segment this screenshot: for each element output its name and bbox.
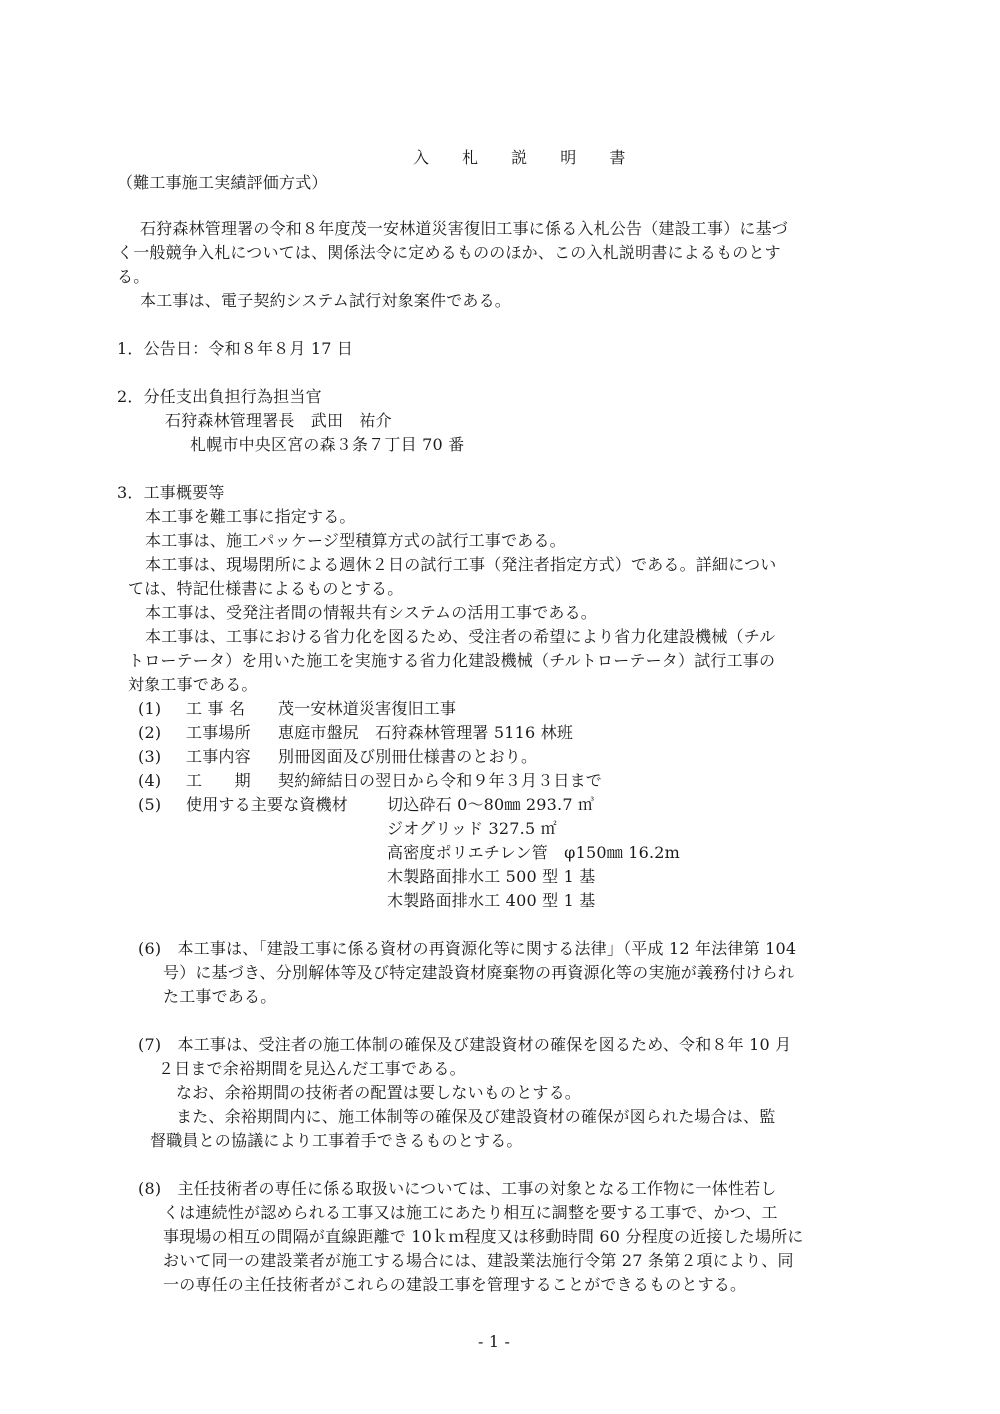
material-line: 切込砕石 0～80㎜ 293.7 ㎥ bbox=[387, 795, 595, 814]
paragraph-7-line: (7) 本工事は、受注者の施工体制の確保及び建設資材の確保を図るため、令和８年 10 月 bbox=[138, 1035, 792, 1054]
intro-line: 本工事は、電子契約システム試行対象案件である。 bbox=[140, 291, 512, 310]
paragraph-6-line: た工事である。 bbox=[163, 987, 277, 1006]
official-address: 札幌市中央区宮の森３条７丁目 70 番 bbox=[190, 435, 465, 454]
paragraph-8-line: 事現場の相互の間隔が直線距離で 10ｋｍ程度又は移動時間 60 分程度の近接した場所に bbox=[163, 1227, 804, 1246]
section-3-note: 本工事は、施工パッケージ型積算方式の試行工事である。 bbox=[145, 531, 566, 550]
paragraph-7-line: また、余裕期間内に、施工体制等の確保及び建設資材の確保が図られた場合は、監 bbox=[176, 1107, 776, 1126]
section-2-heading: 2．分任支出負担行為担当官 bbox=[117, 387, 322, 406]
page-number: - 1 - bbox=[478, 1332, 511, 1351]
section-3-note: 本工事は、現場閉所による週休２日の試行工事（発注者指定方式）である。詳細につい bbox=[145, 555, 777, 574]
item-number: (2) bbox=[138, 723, 162, 742]
section-3-heading: 3．工事概要等 bbox=[117, 483, 225, 502]
item-value: 茂一安林道災害復旧工事 bbox=[278, 699, 457, 718]
section-3-note: 対象工事である。 bbox=[128, 675, 258, 694]
item-number: (5) bbox=[138, 795, 162, 814]
item-label: 使用する主要な資機材 bbox=[186, 795, 349, 814]
material-line: ジオグリッド 327.5 ㎡ bbox=[387, 819, 557, 838]
section-3-note: 本工事は、受発注者間の情報共有システムの活用工事である。 bbox=[145, 603, 598, 622]
section-3-note: 本工事は、工事における省力化を図るため、受注者の希望により省力化建設機械（チル bbox=[145, 627, 776, 646]
material-line: 木製路面排水工 500 型 1 基 bbox=[387, 867, 596, 886]
paragraph-8-line: 一の専任の主任技術者がこれらの建設工事を管理することができるものとする。 bbox=[163, 1275, 747, 1294]
paragraph-6-line: (6) 本工事は、「建設工事に係る資材の再資源化等に関する法律」（平成 12 年法律第 104 bbox=[138, 939, 797, 958]
official-name: 石狩森林管理署長 武田 祐介 bbox=[165, 411, 392, 430]
item-number: (1) bbox=[138, 699, 162, 718]
paragraph-7-line: なお、余裕期間の技術者の配置は要しないものとする。 bbox=[176, 1083, 582, 1102]
item-value: 契約締結日の翌日から令和９年３月３日まで bbox=[278, 771, 603, 790]
item-value: 別冊図面及び別冊仕様書のとおり。 bbox=[278, 747, 538, 766]
section-3-note: 本工事を難工事に指定する。 bbox=[145, 507, 356, 526]
paragraph-8-line: おいて同一の建設業者が施工する場合には、建設業法施行令第 27 条第２項により、同 bbox=[163, 1251, 794, 1270]
item-label: 工 事 名 bbox=[186, 699, 246, 718]
paragraph-8-line: (8) 主任技術者の専任に係る取扱いについては、工事の対象となる工作物に一体性若し bbox=[138, 1179, 777, 1198]
item-label: 工 期 bbox=[186, 771, 251, 790]
item-label: 工事内容 bbox=[186, 747, 251, 766]
section-1-notice-date: 1．公告日：令和８年８月 17 日 bbox=[117, 339, 354, 358]
paragraph-7-line: 督職員との協議により工事着手できるものとする。 bbox=[150, 1131, 523, 1150]
intro-line: る。 bbox=[117, 267, 150, 286]
paragraph-8-line: くは連続性が認められる工事又は施工にあたり相互に調整を要する工事で、かつ、工 bbox=[163, 1203, 778, 1222]
paragraph-6-line: 号）に基づき、分別解体等及び特定建設資材廃棄物の再資源化等の実施が義務付けられ bbox=[163, 963, 795, 982]
document-title: 入 札 説 明 書 bbox=[413, 148, 640, 167]
item-label: 工事場所 bbox=[186, 723, 251, 742]
paragraph-7-line: ２日まで余裕期間を見込んだ工事である。 bbox=[158, 1059, 466, 1078]
intro-line: く一般競争入札については、関係法令に定めるもののほか、この入札説明書によるものとす bbox=[117, 243, 781, 262]
item-value: 恵庭市盤尻 石狩森林管理署 5116 林班 bbox=[278, 723, 574, 742]
item-number: (3) bbox=[138, 747, 162, 766]
item-number: (4) bbox=[138, 771, 162, 790]
document-subtitle: （難工事施工実績評価方式） bbox=[117, 173, 328, 192]
material-line: 木製路面排水工 400 型 1 基 bbox=[387, 891, 596, 910]
material-line: 高密度ポリエチレン管 φ150㎜ 16.2m bbox=[387, 843, 680, 862]
section-3-note: トローテータ）を用いた施工を実施する省力化建設機械（チルトローテータ）試行工事の bbox=[128, 651, 776, 670]
intro-line: 石狩森林管理署の令和８年度茂一安林道災害復旧工事に係る入札公告（建設工事）に基づ bbox=[140, 219, 789, 238]
section-3-note: ては、特記仕様書によるものとする。 bbox=[128, 579, 404, 598]
